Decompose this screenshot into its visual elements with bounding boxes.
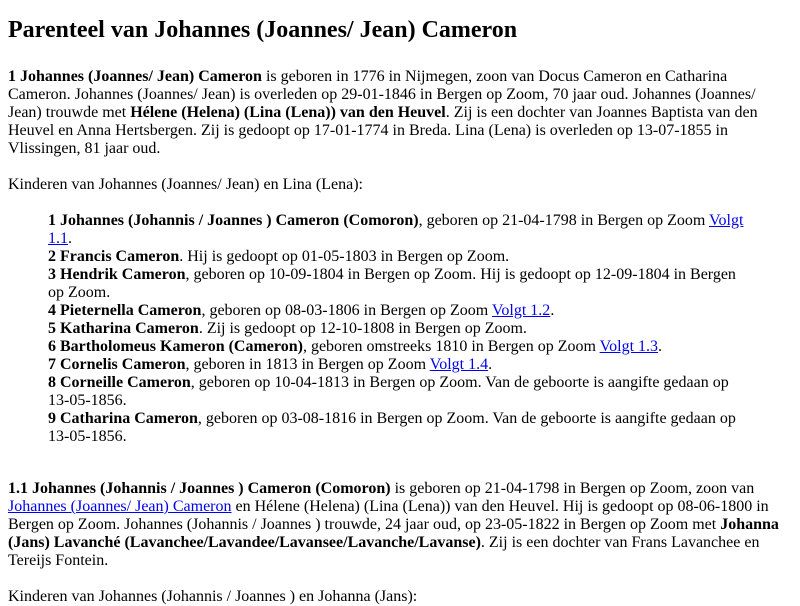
gen1-spouse: Hélene (Helena) (Lina (Lena)) van den Heuvel bbox=[130, 104, 446, 121]
volgt-link-1-4[interactable]: Volgt 1.4 bbox=[429, 356, 489, 373]
gen1-paragraph: 1 Johannes (Joannes/ Jean) Cameron is geboren in 1776 in Nijmegen, zoon van Docus Cameron en Catharina Cameron. Johannes (Joannes/ Jean) is overleden op 29-01-1846 in Bergen op Zoom, 70 jaar oud. Johannes (Joannes/ Jean) trouwde met Hélene (Helena) (Lina (Lena)) van den Heuvel. Zij is een dochter van Joannes Baptista van den Heuvel en Anna Hertsbergen. Zij is gedoopt op 17-01-1774 in Breda. Lina (Lena) is overleden op 13-07-1855 in Vlissingen, 81 jaar oud. bbox=[8, 68, 758, 157]
page-title: Parenteel van Johannes (Joannes/ Jean) Cameron bbox=[8, 17, 518, 43]
gen1-children-intro: Kinderen van Johannes (Joannes/ Jean) en Lina (Lena): bbox=[8, 176, 363, 193]
child-item: 5 Katharina Cameron. Zij is gedoopt op 12-10-1808 in Bergen op Zoom. bbox=[48, 320, 527, 337]
volgt-link-1-3[interactable]: Volgt 1.3 bbox=[599, 338, 659, 355]
gen2-children-intro: Kinderen van Johannes (Johannis / Joannes ) en Johanna (Jans): bbox=[8, 588, 418, 605]
child-item: 7 Cornelis Cameron, geboren in 1813 in Bergen op Zoom Volgt 1.4. bbox=[48, 356, 493, 373]
child-item: 3 Hendrik Cameron, geboren op 10-09-1804 in Bergen op Zoom. Hij is gedoopt op 12-09-1804 in Bergen op Zoom. bbox=[48, 266, 736, 301]
volgt-link-1-1[interactable]: Volgt 1.1 bbox=[48, 212, 744, 247]
section-spacer bbox=[8, 446, 792, 480]
child-item: 1 Johannes (Johannis / Joannes ) Cameron (Comoron), geboren op 21-04-1798 in Bergen op Zoom Volgt 1.1. bbox=[48, 212, 744, 247]
father-link[interactable]: Johannes (Joannes/ Jean) Cameron bbox=[8, 498, 232, 515]
gen2-paragraph: 1.1 Johannes (Johannis / Joannes ) Cameron (Comoron) is geboren op 21-04-1798 in Bergen op Zoom, zoon van Johannes (Joannes/ Jean) Cameron en Hélene (Helena) (Lina (Lena)) van den Heuvel. Hij is gedoopt op 08-06-1800 in Bergen op Zoom. Johannes (Johannis / Joannes ) trouwde, 24 jaar oud, op 23-05-1822 in Bergen op Zoom met Johanna (Jans) Lavanché (Lavanchee/Lavandee/Lavansee/Lavanche/Lavanse). Zij is een dochter van Frans Lavanchee en Tereijs Fontein. bbox=[8, 480, 779, 569]
child-item: 9 Catharina Cameron, geboren op 03-08-1816 in Bergen op Zoom. Van de geboorte is aangifte gedaan op 13-05-1856. bbox=[48, 410, 736, 445]
gen1-children-list bbox=[48, 212, 748, 446]
child-item: 2 Francis Cameron. Hij is gedoopt op 01-05-1803 in Bergen op Zoom. bbox=[48, 248, 510, 265]
child-item: 6 Bartholomeus Kameron (Cameron), geboren omstreeks 1810 in Bergen op Zoom Volgt 1.3. bbox=[48, 338, 663, 355]
volgt-link-1-2[interactable]: Volgt 1.2 bbox=[491, 302, 551, 319]
gen2-spouse: Johanna (Jans) Lavanché (Lavanchee/Lavandee/Lavansee/Lavanche/Lavanse) bbox=[8, 516, 779, 551]
gen1-number-name: 1 Johannes (Joannes/ Jean) Cameron bbox=[8, 68, 262, 85]
gen2-name: 1.1 Johannes (Johannis / Joannes ) Cameron (Comoron) bbox=[8, 480, 391, 497]
child-item: 4 Pieternella Cameron, geboren op 08-03-1806 in Bergen op Zoom Volgt 1.2. bbox=[48, 302, 555, 319]
child-item: 8 Corneille Cameron, geboren op 10-04-1813 in Bergen op Zoom. Van de geboorte is aangifte gedaan op 13-05-1856. bbox=[48, 374, 729, 409]
